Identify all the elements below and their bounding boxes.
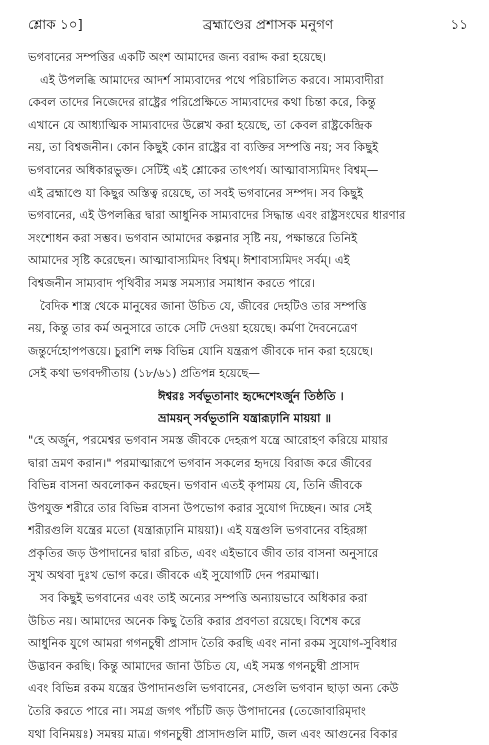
text-line: নয়, তা বিশ্বজনীন। কোন কিছুই কোন রাষ্ট্রের বা ব্যক্তির সম্পত্তি নয়; সব কিছুই — [28, 140, 379, 155]
verse-line: ঈশ্বরঃ সর্বভূতানাং হৃদ্দেশেঽর্জুন তিষ্ঠতি । — [158, 388, 344, 403]
text-line: সুখ অথবা দুঃখ ভোগ করে। জীবকে এই সুযোগটি দেন পরমাত্মা। — [28, 568, 320, 583]
text-line: উপযুক্ত শরীরে তার বিভিন্ন বাসনা উপভোগ করার সুযোগ দিচ্ছেন। আর সেই — [28, 500, 372, 515]
text-line: এখানে যে আধ্যাত্মিক সাম্যবাদের উল্লেখ করা হয়েছে, তা কেবল রাষ্ট্রকেন্দ্রিক — [28, 117, 373, 132]
text-line: দ্বারা ভ্রমণ করান।" পরমাত্মারূপে ভগবান সকলের হৃদয়ে বিরাজ করে জীবের — [28, 455, 372, 470]
text-line: যথা বিনিময়ঃ) সমন্বয় মাত্র। গগনচুম্বী প্রাসাদগুলি মাটি, জল এবং আগুনের বিকার — [28, 726, 398, 741]
verse-line: ভ্রাময়ন্ সর্বভূতানি যন্ত্রারূঢ়ানি মায়য়া ॥ — [158, 410, 332, 425]
body-text — [28, 46, 468, 385]
page — [28, 14, 468, 745]
running-header — [28, 14, 468, 40]
text-line: সেই কথা ভগবদ্গীতায় (১৮/৬১) প্রতিপন্ন হয়েছে— — [28, 366, 261, 381]
text-line: ভগবানের অধিকারভুক্ত। সেটিই এই শ্লোকের তাৎপর্য। আত্মাবাস্যমিদং বিশ্বম্— — [28, 162, 379, 177]
text-line: সব কিছুই ভগবানের এবং তাই অন্যের সম্পত্তি অন্যায়ভাবে অধিকার করা — [40, 591, 368, 606]
header-verse-ref: শ্লোক ১০] — [28, 17, 83, 33]
text-line: জন্তুর্দেহোপপত্তয়ে। চুরাশি লক্ষ বিভিন্ন যোনি যন্ত্ররূপ জীবকে দান করা হয়েছে। — [28, 343, 374, 358]
text-line: এই ব্রহ্মাণ্ডে যা কিছুর অস্তিত্ব রয়েছে, তা সবই ভগবানের সম্পদ। সব কিছুই — [28, 185, 364, 200]
text-line: আমাদের সৃষ্টি করেছেন। আত্মাবাস্যমিদং বিশ্বম্। ঈশাবাস্যমিদং সর্বম্। এই — [28, 253, 350, 268]
text-line: আধুনিক যুগে আমরা গগনচুম্বী প্রাসাদ তৈরি করছি এবং নানা রকম সুযোগ-সুবিধার — [28, 636, 397, 651]
text-line: নয়, কিন্তু তার কর্ম অনুসারে তাকে সেটি দেওয়া হয়েছে। কর্মণা দৈবনেত্রেণ — [28, 321, 358, 336]
text-line: ভগবানের, এই উপলব্ধির দ্বারা আধুনিক সাম্যবাদের সিদ্ধান্ত এবং রাষ্ট্রসংঘের ধারণার — [28, 208, 406, 223]
text-line: উদ্ভাবন করছি। কিন্তু আমাদের জানা উচিত যে, এই সমস্ত গগনচুম্বী প্রাসাদ — [28, 658, 360, 673]
text-line: ভগবানের সম্পত্তির একটি অংশ আমাদের জন্য বরাদ্দ করা হয়েছে। — [28, 50, 327, 64]
text-line: বিভিন্ন বাসনা অবলোকন করছেন। ভগবান এতই কৃপাময় যে, তিনি জীবকে — [28, 478, 363, 493]
text-line: "হে অর্জুন, পরমেশ্বর ভগবান সমস্ত জীবকে দেহরূপ যন্ত্রে আরোহণ করিয়ে মায়ার — [28, 432, 388, 447]
header-chapter-title: ব্রহ্মাণ্ডের প্রশাসক মনুগণ — [202, 17, 334, 33]
verse-quote — [28, 385, 468, 429]
page-number: ১১ — [450, 17, 468, 33]
text-line: এই উপলব্ধি আমাদের আদর্শ সাম্যবাদের পথে পরিচালিত করবে। সাম্যবাদীরা — [40, 72, 384, 87]
text-line: সংশোধন করা সম্ভব। ভগবান আমাদের কল্পনার সৃষ্টি নয়, পক্ষান্তরে তিনিই — [28, 230, 358, 245]
text-line: প্রকৃতির জড় উপাদানের দ্বারা রচিত, এবং এইভাবে জীব তার বাসনা অনুসারে — [28, 545, 379, 560]
body-text-continued — [28, 429, 468, 745]
text-line: বিশ্বজনীন সাম্যবাদ পৃথিবীর সমস্ত সমস্যার সমাধান করতে পারে। — [28, 275, 316, 290]
text-line: কেবল তাদের নিজেদের রাষ্ট্রের পরিপ্রেক্ষিতে সাম্যবাদের কথা চিন্তা করে, কিন্তু — [28, 95, 376, 110]
text-line: এবং বিভিন্ন রকম যন্ত্রের উপাদানগুলি ভগবানের, সেগুলি ভগবান ছাড়া অন্য কেউ — [28, 681, 399, 696]
text-line: শরীরগুলি যন্ত্রের মতো (যন্ত্রারূঢ়ানি মায়য়া)। এই যন্ত্রগুলি ভগবানের বহিরঙ্গা — [28, 523, 368, 538]
text-line: উচিত নয়। আমাদের অনেক কিছু তৈরি করার প্রবণতা রয়েছে। বিশেষ করে — [28, 613, 361, 628]
text-line: তৈরি করতে পারে না। সমগ্র জগৎ পাঁচটি জড় উপাদানের (তেজোবারিমৃদাং — [28, 704, 366, 719]
text-line: বৈদিক শাস্ত্র থেকে মানুষের জানা উচিত যে, জীবের দেহটিও তার সম্পত্তি — [40, 298, 367, 313]
